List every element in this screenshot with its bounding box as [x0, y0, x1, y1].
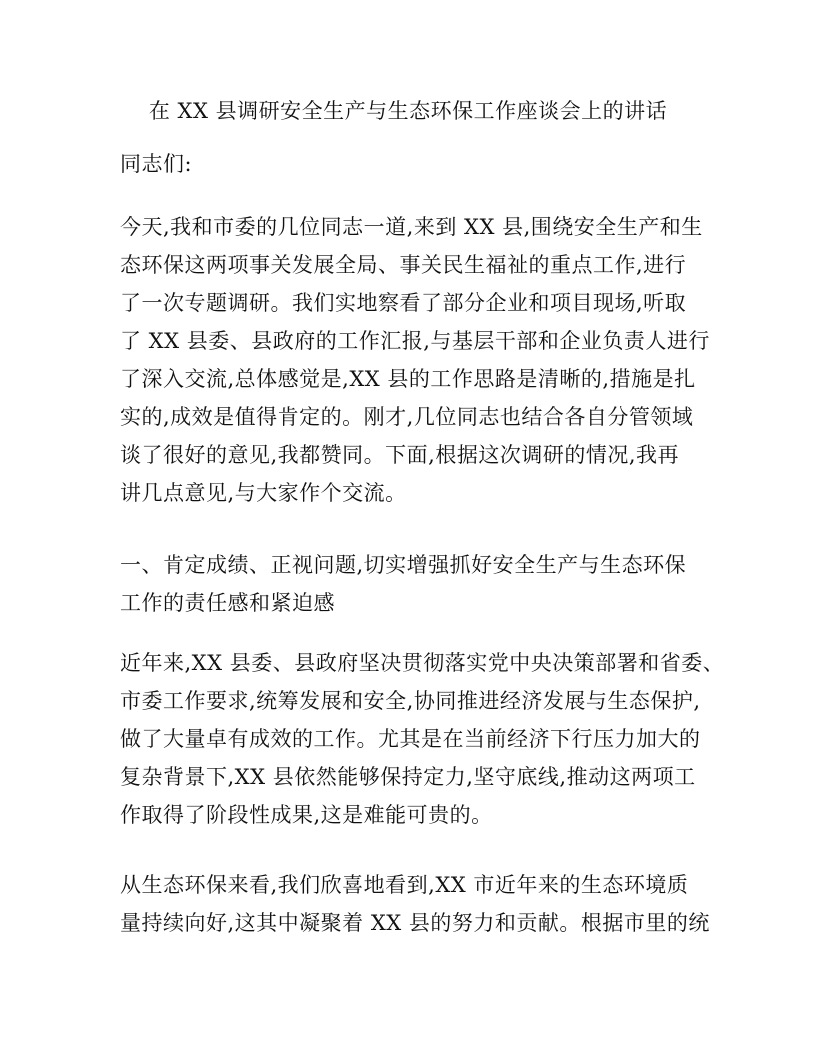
paragraph-line: 今天,我和市委的几位同志一道,来到 XX 县,围绕安全生产和生	[120, 215, 703, 239]
paragraph-line: 近年来,XX 县委、县政府坚决贯彻落实党中央决策部署和省委、	[120, 651, 725, 675]
paragraph-line: 作取得了阶段性成果,这是难能可贵的。	[120, 803, 493, 827]
paragraph-line: 复杂背景下,XX 县依然能够保持定力,坚守底线,推动这两项工	[120, 765, 696, 789]
paragraph-line: 量持续向好,这其中凝聚着 XX 县的努力和贡献。根据市里的统	[120, 911, 710, 935]
paragraph-line: 做了大量卓有成效的工作。尤其是在当前经济下行压力加大的	[120, 727, 701, 751]
paragraph-line: 实的,成效是值得肯定的。刚才,几位同志也结合各自分管领域	[120, 405, 694, 429]
paragraph-line: 市委工作要求,统筹发展和安全,协同推进经济发展与生态保护,	[120, 689, 701, 713]
paragraph-line: 了深入交流,总体感觉是,XX 县的工作思路是清晰的,措施是扎	[120, 367, 696, 391]
paragraph-ecology	[120, 866, 710, 942]
paragraph-achievements	[120, 644, 725, 834]
paragraph-line: 了一次专题调研。我们实地察看了部分企业和项目现场,听取	[120, 291, 687, 315]
paragraph-line: 讲几点意见,与大家作个交流。	[120, 481, 407, 505]
heading-line: 工作的责任感和紧迫感	[120, 591, 335, 615]
heading-line: 一、肯定成绩、正视问题,切实增强抓好安全生产与生态环保	[120, 553, 687, 577]
document-title: 在 XX 县调研安全生产与生态环保工作座谈会上的讲话	[148, 99, 668, 123]
section-heading-1	[120, 546, 710, 622]
paragraph-intro	[120, 208, 710, 512]
paragraph-line: 从生态环保来看,我们欣喜地看到,XX 市近年来的生态环境质	[120, 873, 689, 897]
greeting: 同志们:	[120, 152, 193, 176]
paragraph-line: 态环保这两项事关发展全局、事关民生福祉的重点工作,进行	[120, 253, 687, 277]
paragraph-line: 谈了很好的意见,我都赞同。下面,根据这次调研的情况,我再	[120, 443, 680, 467]
paragraph-line: 了 XX 县委、县政府的工作汇报,与基层干部和企业负责人进行	[120, 329, 710, 353]
